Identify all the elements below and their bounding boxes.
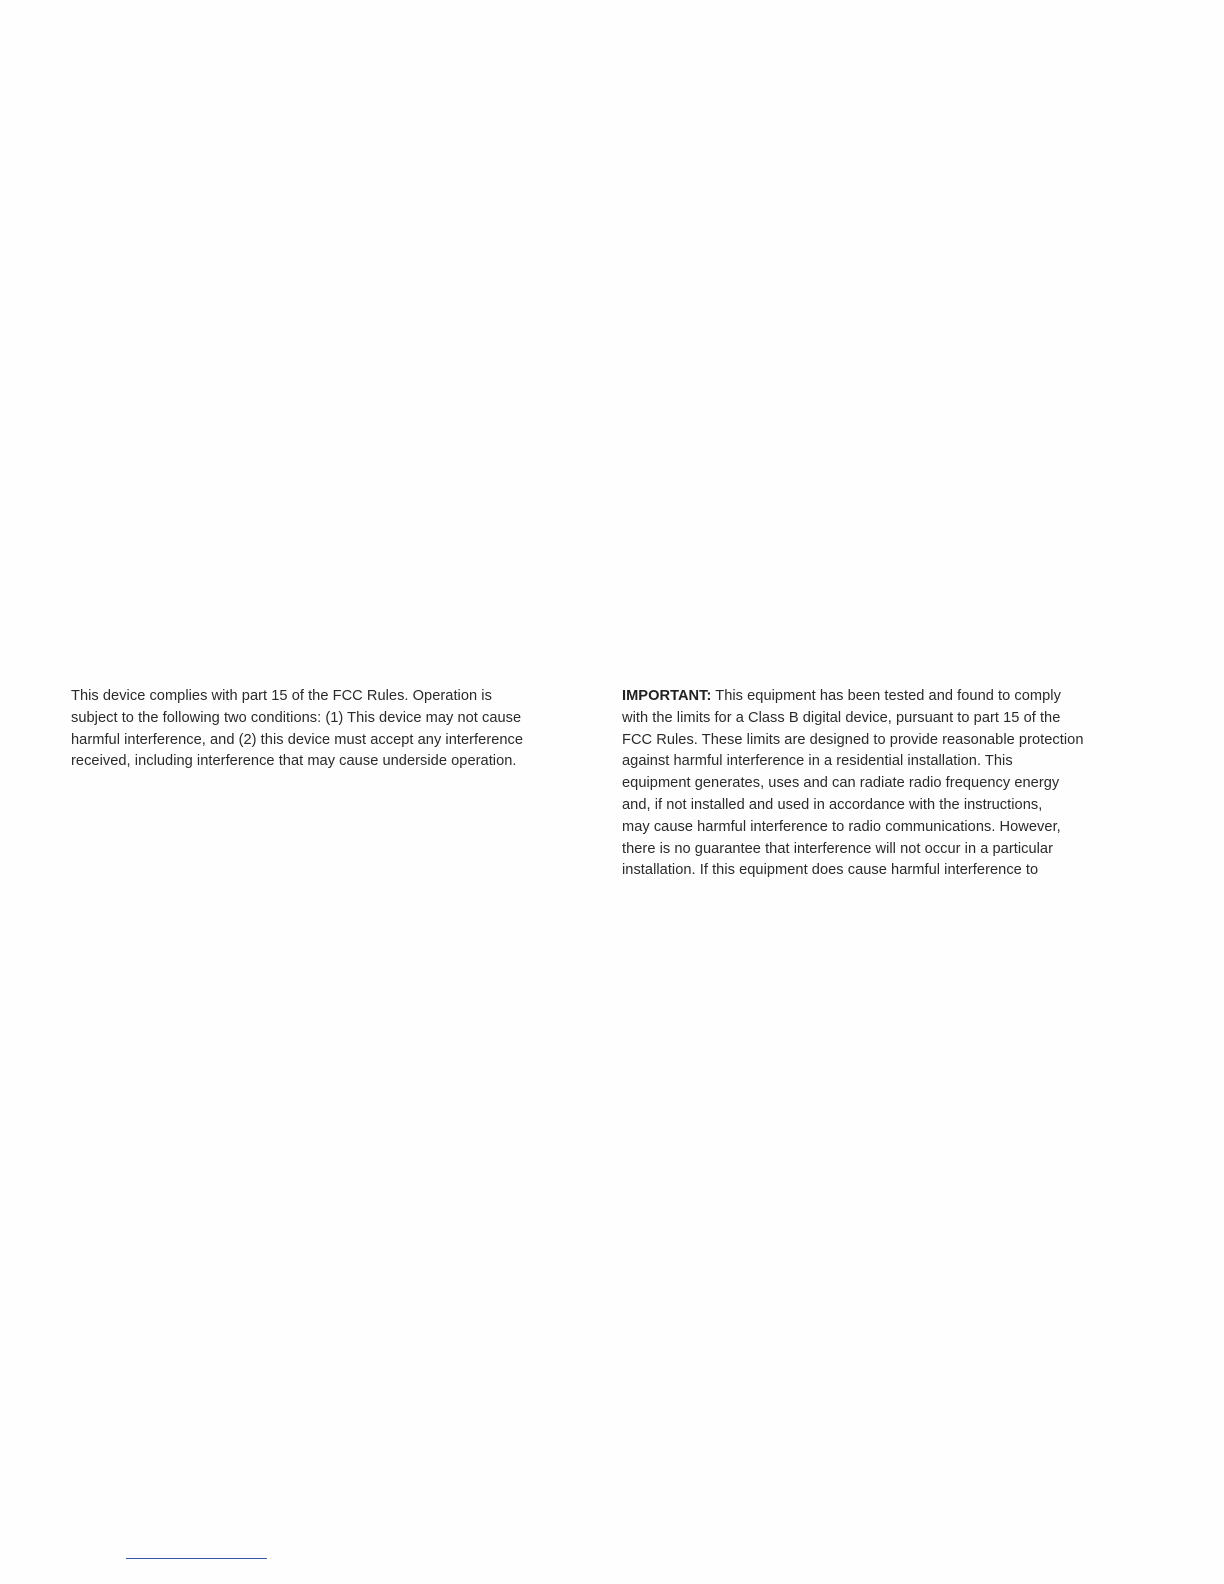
- text-line: may cause harmful interference to radio communications. However,: [622, 818, 1061, 835]
- important-notice: [622, 686, 1150, 882]
- text-line: harmful interference, and (2) this device must accept any interference: [71, 731, 524, 748]
- fcc-compliance-statement: [71, 686, 595, 773]
- text-line: subject to the following two conditions: (1) This device may not cause: [71, 709, 522, 726]
- important-first-line: This equipment has been tested and found to comply: [711, 688, 1061, 704]
- text-line: with the limits for a Class B digital device, pursuant to part 15 of the: [622, 709, 1061, 726]
- text-line: there is no guarantee that interference will not occur in a particular: [622, 840, 1054, 857]
- footer-rule: [126, 1558, 267, 1559]
- text-line: FCC Rules. These limits are designed to provide reasonable protection: [622, 731, 1084, 748]
- text-line: This device complies with part 15 of the FCC Rules. Operation is: [71, 688, 492, 704]
- text-line: and, if not installed and used in accordance with the instructions,: [622, 796, 1043, 813]
- text-line: equipment generates, uses and can radiate radio frequency energy: [622, 775, 1060, 792]
- text-line: against harmful interference in a residential installation. This: [622, 753, 1013, 770]
- text-line: installation. If this equipment does cause harmful interference to: [622, 862, 1039, 879]
- important-label: IMPORTANT:: [622, 688, 712, 704]
- text-line: [622, 686, 1150, 708]
- text-line: received, including interference that may cause underside operation.: [71, 753, 517, 770]
